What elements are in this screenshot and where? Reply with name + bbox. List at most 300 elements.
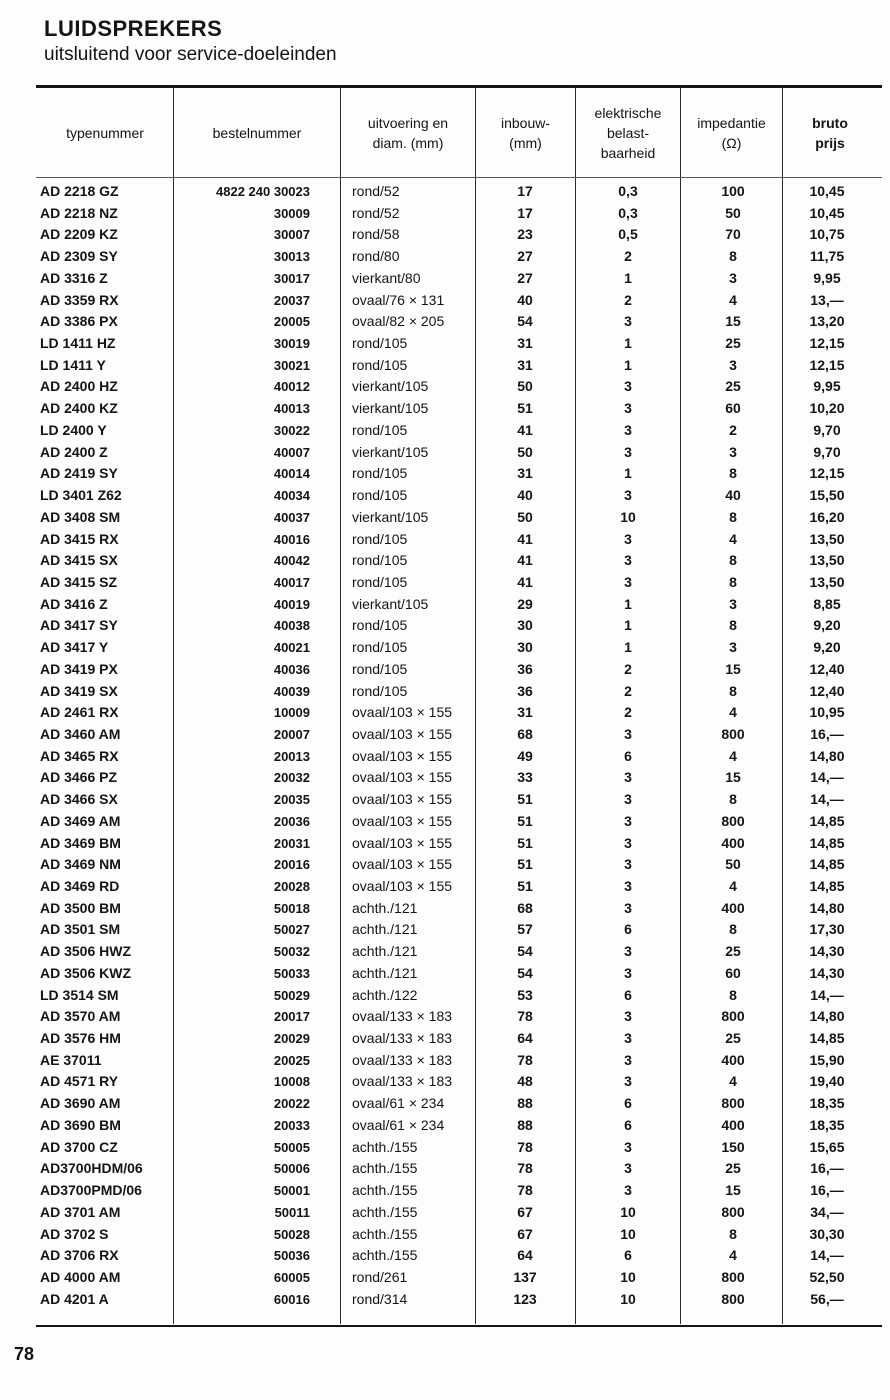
cell-impedantie: 25 <box>725 1030 741 1047</box>
cell-bestelnummer: 50032 <box>273 944 310 960</box>
cell-inbouw: 49 <box>517 747 533 764</box>
cell-bruto-prijs: 12,15 <box>809 356 845 373</box>
cell-inbouw: 53 <box>517 986 533 1003</box>
cell-typenummer: AD 4000 AM <box>40 1268 121 1285</box>
cell-bestelnummer: 40007 <box>273 444 310 460</box>
cell-belastbaarheid: 2 <box>624 248 632 265</box>
cell-inbouw: 27 <box>517 269 533 286</box>
cell-typenummer: LD 1411 HZ <box>40 335 116 352</box>
cell-inbouw: 29 <box>517 595 533 612</box>
cell-bestelnummer: 40017 <box>273 574 310 590</box>
cell-bruto-prijs: 12,15 <box>809 465 845 482</box>
cell-belastbaarheid: 3 <box>624 1182 632 1199</box>
table-body <box>0 181 890 1310</box>
cell-belastbaarheid: 3 <box>624 400 632 417</box>
cell-belastbaarheid: 3 <box>624 421 632 438</box>
cell-bestelnummer: 20013 <box>273 748 310 764</box>
cell-uitvoering: achth./155 <box>352 1225 418 1242</box>
cell-impedantie: 8 <box>729 1225 737 1242</box>
header-bestelnummer: bestelnummer <box>212 125 302 141</box>
cell-belastbaarheid: 3 <box>624 943 632 960</box>
cell-typenummer: AD 3469 NM <box>40 856 121 873</box>
cell-typenummer: AD 3570 AM <box>40 1008 121 1025</box>
cell-bestelnummer: 40036 <box>273 661 310 677</box>
cell-bestelnummer: 20022 <box>273 1096 310 1112</box>
cell-belastbaarheid: 3 <box>624 856 632 873</box>
cell-inbouw: 17 <box>517 183 533 199</box>
cell-belastbaarheid: 10 <box>620 508 636 525</box>
cell-impedantie: 70 <box>725 226 741 243</box>
cell-typenummer: AD 3501 SM <box>40 921 121 938</box>
cell-belastbaarheid: 1 <box>624 269 632 286</box>
table-row <box>0 854 890 876</box>
cell-belastbaarheid: 1 <box>624 617 632 634</box>
cell-belastbaarheid: 3 <box>624 725 632 742</box>
cell-uitvoering: rond/105 <box>352 639 408 656</box>
cell-bruto-prijs: 15,65 <box>809 1138 845 1155</box>
cell-bestelnummer: 60016 <box>273 1291 310 1307</box>
table-row <box>0 724 890 746</box>
cell-inbouw: 51 <box>517 400 533 417</box>
cell-bruto-prijs: 16,— <box>810 1182 844 1199</box>
cell-uitvoering: rond/105 <box>352 421 408 438</box>
cell-typenummer: AD 2218 NZ <box>40 204 118 221</box>
table-row <box>0 529 890 551</box>
cell-bestelnummer: 30017 <box>273 270 310 286</box>
cell-impedantie: 4 <box>729 704 737 721</box>
cell-typenummer: AD 3469 BM <box>40 834 121 851</box>
header-bruto-prijs: bruto prijs <box>812 115 848 151</box>
cell-typenummer: AD 3690 AM <box>40 1095 121 1112</box>
page-subtitle: uitsluitend voor service-doeleinden <box>44 44 337 65</box>
cell-bestelnummer: 50033 <box>273 965 310 981</box>
cell-uitvoering: ovaal/82 × 205 <box>352 313 445 330</box>
cell-impedantie: 15 <box>725 769 741 786</box>
cell-bruto-prijs: 9,20 <box>813 639 841 656</box>
header-impedantie: impedantie (Ω) <box>697 115 766 151</box>
cell-belastbaarheid: 3 <box>624 899 632 916</box>
cell-uitvoering: rond/105 <box>352 487 408 504</box>
table-row <box>0 941 890 963</box>
cell-impedantie: 8 <box>729 791 737 808</box>
cell-typenummer: AD 3417 Y <box>40 639 109 656</box>
cell-inbouw: 41 <box>517 530 533 547</box>
cell-belastbaarheid: 10 <box>620 1225 636 1242</box>
cell-belastbaarheid: 3 <box>624 1008 632 1025</box>
cell-belastbaarheid: 3 <box>624 573 632 590</box>
cell-bruto-prijs: 9,70 <box>813 443 841 460</box>
table-row <box>0 702 890 724</box>
cell-bestelnummer: 50029 <box>273 987 310 1003</box>
cell-uitvoering: ovaal/103 × 155 <box>352 704 453 721</box>
table-row <box>0 615 890 637</box>
cell-bestelnummer: 30019 <box>273 336 310 352</box>
table-row <box>0 290 890 312</box>
cell-typenummer: AD 3469 RD <box>40 878 120 894</box>
cell-impedantie: 4 <box>729 1073 737 1090</box>
cell-inbouw: 30 <box>517 617 533 634</box>
table-row <box>0 1137 890 1159</box>
cell-uitvoering: achth./121 <box>352 899 418 916</box>
table-bottom-rule <box>36 1325 882 1327</box>
cell-uitvoering: ovaal/61 × 234 <box>352 1095 445 1112</box>
cell-bestelnummer: 20028 <box>273 879 310 894</box>
cell-inbouw: 50 <box>517 508 533 525</box>
cell-inbouw: 50 <box>517 378 533 395</box>
table-header-rule <box>36 177 882 178</box>
table-row <box>0 963 890 985</box>
table-row <box>0 355 890 377</box>
cell-typenummer: AD 3576 HM <box>40 1030 121 1047</box>
page-number: 78 <box>14 1344 35 1364</box>
cell-typenummer: LD 1411 Y <box>40 356 106 373</box>
cell-belastbaarheid: 2 <box>624 660 632 677</box>
table-row <box>0 376 890 398</box>
cell-inbouw: 51 <box>517 812 533 829</box>
cell-typenummer: AD 2209 KZ <box>40 226 118 243</box>
cell-typenummer: AD 3500 BM <box>40 899 121 916</box>
cell-bruto-prijs: 9,20 <box>813 617 841 634</box>
cell-bruto-prijs: 14,85 <box>809 856 845 873</box>
cell-impedantie: 8 <box>729 921 737 938</box>
cell-uitvoering: vierkant/80 <box>352 269 421 286</box>
table-row <box>0 268 890 290</box>
cell-bestelnummer: 30013 <box>273 249 310 265</box>
cell-uitvoering: rond/105 <box>352 682 408 699</box>
cell-bestelnummer: 50001 <box>273 1183 310 1199</box>
cell-uitvoering: ovaal/133 × 183 <box>352 1008 453 1025</box>
cell-bruto-prijs: 14,— <box>810 986 844 1003</box>
cell-uitvoering: achth./122 <box>352 986 418 1003</box>
header-typenummer: typenummer <box>66 125 144 141</box>
cell-uitvoering: achth./155 <box>352 1138 418 1155</box>
cell-bruto-prijs: 34,— <box>810 1203 844 1220</box>
cell-bruto-prijs: 14,— <box>810 769 844 786</box>
table-row <box>0 1158 890 1180</box>
table-row <box>0 659 890 681</box>
cell-typenummer: AD 2400 Z <box>40 443 108 460</box>
cell-impedantie: 400 <box>721 1051 745 1068</box>
cell-impedantie: 800 <box>721 1008 745 1025</box>
cell-uitvoering: rond/52 <box>352 183 400 199</box>
cell-bestelnummer: 40042 <box>273 553 310 569</box>
cell-bruto-prijs: 18,35 <box>809 1095 845 1112</box>
table-row <box>0 985 890 1007</box>
cell-belastbaarheid: 2 <box>624 682 632 699</box>
cell-belastbaarheid: 1 <box>624 335 632 352</box>
cell-inbouw: 51 <box>517 856 533 873</box>
cell-impedantie: 8 <box>729 248 737 265</box>
cell-inbouw: 78 <box>517 1138 533 1155</box>
cell-bruto-prijs: 13,50 <box>809 552 845 569</box>
cell-inbouw: 78 <box>517 1008 533 1025</box>
cell-uitvoering: ovaal/103 × 155 <box>352 725 453 742</box>
cell-impedantie: 8 <box>729 573 737 590</box>
cell-inbouw: 88 <box>517 1095 533 1112</box>
cell-bestelnummer: 20036 <box>273 813 310 829</box>
cell-uitvoering: ovaal/133 × 183 <box>352 1073 453 1090</box>
cell-belastbaarheid: 1 <box>624 595 632 612</box>
cell-bruto-prijs: 8,85 <box>813 595 841 612</box>
cell-uitvoering: ovaal/103 × 155 <box>352 747 453 764</box>
cell-belastbaarheid: 3 <box>624 878 632 894</box>
cell-uitvoering: rond/58 <box>352 226 400 243</box>
cell-bruto-prijs: 9,95 <box>813 269 841 286</box>
cell-inbouw: 67 <box>517 1225 533 1242</box>
cell-typenummer: AD 3419 PX <box>40 660 118 677</box>
table-row <box>0 594 890 616</box>
cell-bestelnummer: 50005 <box>273 1139 310 1155</box>
cell-bruto-prijs: 17,30 <box>809 921 845 938</box>
cell-bruto-prijs: 10,20 <box>809 400 845 417</box>
cell-bestelnummer: 60005 <box>273 1269 310 1285</box>
cell-typenummer: AD 3469 AM <box>40 812 121 829</box>
cell-impedantie: 8 <box>729 465 737 482</box>
cell-inbouw: 41 <box>517 421 533 438</box>
cell-impedantie: 400 <box>721 834 745 851</box>
cell-inbouw: 88 <box>517 1116 533 1133</box>
cell-belastbaarheid: 2 <box>624 704 632 721</box>
cell-typenummer: AD 3408 SM <box>40 508 121 525</box>
cell-uitvoering: vierkant/105 <box>352 595 429 612</box>
cell-inbouw: 30 <box>517 639 533 656</box>
cell-bruto-prijs: 14,80 <box>809 747 845 764</box>
table-row <box>0 1093 890 1115</box>
table-row <box>0 224 890 246</box>
cell-bruto-prijs: 9,95 <box>813 378 841 395</box>
cell-uitvoering: ovaal/103 × 155 <box>352 878 453 894</box>
cell-inbouw: 78 <box>517 1160 533 1177</box>
cell-impedantie: 800 <box>721 1095 745 1112</box>
cell-uitvoering: rond/80 <box>352 248 400 265</box>
cell-inbouw: 64 <box>517 1247 533 1264</box>
cell-impedantie: 40 <box>725 487 741 504</box>
cell-impedantie: 400 <box>721 899 745 916</box>
table-row <box>0 420 890 442</box>
cell-typenummer: AD 3386 PX <box>40 313 118 330</box>
cell-belastbaarheid: 3 <box>624 1073 632 1090</box>
cell-bestelnummer: 50028 <box>273 1226 310 1242</box>
cell-belastbaarheid: 0,5 <box>618 226 638 243</box>
table-row <box>0 1071 890 1093</box>
cell-typenummer: AD 3415 RX <box>40 530 119 547</box>
cell-inbouw: 31 <box>517 465 533 482</box>
cell-inbouw: 23 <box>517 226 533 243</box>
cell-impedantie: 2 <box>729 421 737 438</box>
cell-impedantie: 800 <box>721 812 745 829</box>
cell-uitvoering: ovaal/133 × 183 <box>352 1051 453 1068</box>
table-row <box>0 1050 890 1072</box>
cell-inbouw: 36 <box>517 660 533 677</box>
cell-bruto-prijs: 14,85 <box>809 812 845 829</box>
cell-bestelnummer: 40016 <box>273 531 310 547</box>
cell-bestelnummer: 30021 <box>273 357 310 373</box>
cell-impedantie: 3 <box>729 356 737 373</box>
cell-uitvoering: achth./121 <box>352 943 418 960</box>
cell-typenummer: LD 3514 SM <box>40 986 119 1003</box>
cell-bestelnummer: 10008 <box>273 1074 310 1090</box>
cell-bestelnummer: 20007 <box>273 726 310 742</box>
table-row <box>0 246 890 268</box>
cell-bestelnummer: 40038 <box>273 618 310 634</box>
cell-belastbaarheid: 3 <box>624 443 632 460</box>
cell-bestelnummer: 20005 <box>273 314 310 330</box>
cell-bestelnummer: 40039 <box>273 683 310 699</box>
cell-impedantie: 8 <box>729 552 737 569</box>
cell-uitvoering: vierkant/105 <box>352 443 429 460</box>
cell-bruto-prijs: 13,— <box>810 291 844 308</box>
cell-inbouw: 36 <box>517 682 533 699</box>
cell-inbouw: 41 <box>517 573 533 590</box>
cell-bruto-prijs: 12,40 <box>809 660 845 677</box>
cell-bestelnummer: 40037 <box>273 509 310 525</box>
cell-uitvoering: achth./121 <box>352 921 418 938</box>
cell-typenummer: AD 3359 RX <box>40 291 119 308</box>
cell-bruto-prijs: 56,— <box>810 1290 844 1307</box>
cell-impedantie: 15 <box>725 660 741 677</box>
cell-impedantie: 100 <box>721 183 745 199</box>
cell-bestelnummer: 20032 <box>273 770 310 786</box>
cell-uitvoering: ovaal/133 × 183 <box>352 1030 453 1047</box>
cell-belastbaarheid: 6 <box>624 1247 632 1264</box>
header-belastbaarheid: elektrische belast- baarheid <box>594 105 662 161</box>
table-row <box>0 637 890 659</box>
cell-impedantie: 800 <box>721 1290 745 1307</box>
cell-impedantie: 3 <box>729 639 737 656</box>
cell-uitvoering: vierkant/105 <box>352 400 429 417</box>
cell-typenummer: AD 3316 Z <box>40 269 108 286</box>
cell-bestelnummer: 4822 240 30023 <box>216 184 310 199</box>
cell-belastbaarheid: 6 <box>624 986 632 1003</box>
cell-typenummer: AD 3690 BM <box>40 1116 121 1133</box>
cell-belastbaarheid: 3 <box>624 769 632 786</box>
cell-bruto-prijs: 10,95 <box>809 704 845 721</box>
table-row <box>0 767 890 789</box>
cell-inbouw: 51 <box>517 791 533 808</box>
cell-inbouw: 40 <box>517 291 533 308</box>
table-row <box>0 1202 890 1224</box>
cell-belastbaarheid: 6 <box>624 747 632 764</box>
cell-bestelnummer: 50036 <box>273 1248 310 1264</box>
cell-typenummer: AD 4571 RY <box>40 1073 119 1090</box>
table-row <box>0 1245 890 1267</box>
cell-belastbaarheid: 3 <box>624 964 632 981</box>
cell-uitvoering: achth./121 <box>352 964 418 981</box>
cell-inbouw: 50 <box>517 443 533 460</box>
cell-bestelnummer: 40012 <box>273 379 310 395</box>
cell-typenummer: AD 3417 SY <box>40 617 118 634</box>
cell-impedantie: 25 <box>725 335 741 352</box>
cell-bruto-prijs: 15,50 <box>809 487 845 504</box>
cell-bestelnummer: 50027 <box>273 922 310 938</box>
cell-uitvoering: achth./155 <box>352 1160 418 1177</box>
cell-impedantie: 800 <box>721 725 745 742</box>
cell-belastbaarheid: 3 <box>624 1138 632 1155</box>
cell-impedantie: 4 <box>729 530 737 547</box>
cell-impedantie: 15 <box>725 1182 741 1199</box>
cell-bruto-prijs: 10,45 <box>809 183 845 199</box>
cell-typenummer: AD3700HDM/06 <box>40 1160 143 1177</box>
cell-typenummer: AD 4201 A <box>40 1290 109 1307</box>
cell-belastbaarheid: 6 <box>624 921 632 938</box>
cell-typenummer: AD 3466 PZ <box>40 769 118 786</box>
cell-inbouw: 67 <box>517 1203 533 1220</box>
cell-impedantie: 3 <box>729 443 737 460</box>
table-row <box>0 1180 890 1202</box>
cell-impedantie: 50 <box>725 856 741 873</box>
cell-bruto-prijs: 12,40 <box>809 682 845 699</box>
cell-typenummer: AD 2400 HZ <box>40 378 118 395</box>
cell-bruto-prijs: 16,— <box>810 1160 844 1177</box>
cell-typenummer: AE 37011 <box>40 1051 102 1068</box>
cell-impedantie: 8 <box>729 508 737 525</box>
table-row <box>0 876 890 898</box>
cell-bestelnummer: 20035 <box>273 792 310 808</box>
table-row <box>0 919 890 941</box>
cell-bruto-prijs: 14,30 <box>809 943 845 960</box>
page-title: LUIDSPREKERS <box>44 16 223 41</box>
cell-bestelnummer: 40014 <box>273 466 310 482</box>
cell-uitvoering: rond/105 <box>352 617 408 634</box>
cell-typenummer: LD 2400 Y <box>40 421 107 438</box>
cell-bruto-prijs: 14,85 <box>809 1030 845 1047</box>
cell-inbouw: 27 <box>517 248 533 265</box>
cell-bestelnummer: 30022 <box>273 422 310 438</box>
cell-bruto-prijs: 16,— <box>810 725 844 742</box>
cell-uitvoering: achth./155 <box>352 1182 418 1199</box>
cell-bestelnummer: 40021 <box>273 640 310 656</box>
cell-impedantie: 8 <box>729 986 737 1003</box>
cell-bestelnummer: 20037 <box>273 292 310 308</box>
cell-bruto-prijs: 11,75 <box>809 248 845 265</box>
cell-typenummer: AD 3415 SZ <box>40 573 118 590</box>
cell-belastbaarheid: 2 <box>624 291 632 308</box>
cell-impedantie: 4 <box>729 747 737 764</box>
cell-bruto-prijs: 14,30 <box>809 964 845 981</box>
cell-bestelnummer: 50006 <box>273 1161 310 1177</box>
cell-typenummer: AD 3506 HWZ <box>40 943 132 960</box>
cell-inbouw: 31 <box>517 356 533 373</box>
cell-inbouw: 54 <box>517 964 533 981</box>
table-row <box>0 333 890 355</box>
cell-belastbaarheid: 1 <box>624 356 632 373</box>
cell-bruto-prijs: 13,50 <box>809 530 845 547</box>
header-inbouw: inbouw- (mm) <box>500 115 551 151</box>
cell-bruto-prijs: 14,85 <box>809 878 845 894</box>
cell-impedantie: 4 <box>729 1247 737 1264</box>
cell-inbouw: 64 <box>517 1030 533 1047</box>
cell-bestelnummer: 20029 <box>273 1031 310 1047</box>
cell-bruto-prijs: 18,35 <box>809 1116 845 1133</box>
cell-inbouw: 51 <box>517 834 533 851</box>
cell-inbouw: 68 <box>517 899 533 916</box>
cell-inbouw: 31 <box>517 704 533 721</box>
table-row <box>0 203 890 225</box>
cell-typenummer: AD 3702 S <box>40 1225 109 1242</box>
cell-bruto-prijs: 13,50 <box>809 573 845 590</box>
cell-typenummer: AD 2461 RX <box>40 704 119 721</box>
cell-inbouw: 137 <box>513 1268 537 1285</box>
cell-bruto-prijs: 14,— <box>810 1247 844 1264</box>
cell-uitvoering: vierkant/105 <box>352 378 429 395</box>
table-row <box>0 311 890 333</box>
table-row <box>0 550 890 572</box>
cell-typenummer: AD 3460 AM <box>40 725 121 742</box>
table-row <box>0 398 890 420</box>
cell-bruto-prijs: 12,15 <box>809 335 845 352</box>
cell-bestelnummer: 20031 <box>273 835 310 851</box>
cell-impedantie: 50 <box>725 204 741 221</box>
